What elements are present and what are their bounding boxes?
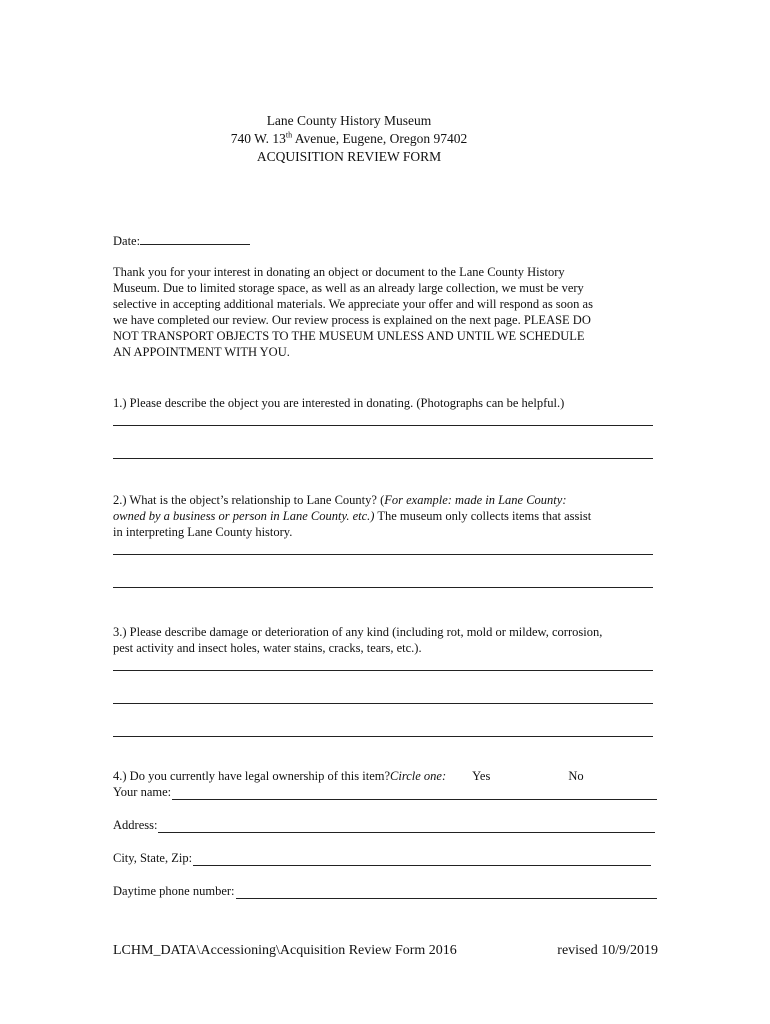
address-row-wrap — [113, 817, 658, 833]
question-2-line-3: in interpreting Lane County history. — [113, 525, 293, 539]
file-path: LCHM_DATA\Accessioning\Acquisition Review Form 2016 — [113, 943, 457, 958]
answer-line[interactable] — [113, 411, 653, 426]
form-title: ACQUISITION REVIEW FORM — [256, 149, 442, 164]
address-ordinal: th — [285, 130, 293, 140]
no-option[interactable]: No — [568, 769, 584, 783]
document-footer — [113, 942, 658, 960]
question-4-text: 4.) Do you currently have legal ownership of this item? — [113, 769, 391, 783]
phone-label: Daytime phone number: — [113, 884, 235, 898]
address-start: 740 W. 13 — [230, 131, 286, 146]
intro-line: Thank you for your interest in donating an object or document to the Lane County History — [113, 265, 565, 279]
name-field[interactable] — [172, 786, 657, 800]
address-field[interactable] — [158, 819, 655, 833]
name-label: Your name: — [113, 785, 172, 799]
question-2-tail: The museum only collects items that assist — [374, 509, 592, 523]
answer-line[interactable] — [113, 722, 653, 737]
date-label: Date: — [113, 234, 141, 248]
answer-line[interactable] — [113, 444, 653, 459]
intro-line: selective in accepting additional materials. We appreciate your offer and will respond as soon as — [113, 297, 593, 311]
question-4 — [113, 768, 658, 800]
address-end: Avenue, Eugene, Oregon 97402 — [292, 131, 468, 146]
question-3 — [113, 624, 658, 737]
revision-date: revised 10/9/2019 — [557, 943, 658, 958]
city-state-zip-row — [113, 850, 651, 866]
question-2-line-2 — [113, 508, 658, 524]
city-state-zip-label: City, State, Zip: — [113, 851, 193, 865]
question-2-lead: 2.) What is the object’s relationship to Lane County? ( — [113, 493, 385, 507]
question-2 — [113, 492, 658, 588]
question-3-line-2: pest activity and insect holes, water stains, cracks, tears, etc.). — [113, 641, 422, 655]
intro-line: NOT TRANSPORT OBJECTS TO THE MUSEUM UNLESS AND UNTIL WE SCHEDULE — [113, 329, 585, 343]
answer-line[interactable] — [113, 540, 653, 555]
org-name: Lane County History Museum — [266, 113, 432, 128]
answer-line[interactable] — [113, 573, 653, 588]
question-2-line-1 — [113, 492, 658, 508]
question-2-example-cont: owned by a business or person in Lane County. etc.) — [113, 509, 375, 523]
city-row-wrap — [113, 850, 658, 866]
question-1-text: 1.) Please describe the object you are interested in donating. (Photographs can be helpful.) — [113, 396, 565, 410]
address-label: Address: — [113, 818, 158, 832]
phone-field[interactable] — [236, 885, 658, 899]
intro-paragraph — [113, 264, 658, 360]
date-field[interactable] — [140, 232, 250, 245]
org-address — [113, 130, 585, 148]
phone-row — [113, 883, 657, 899]
name-row — [113, 784, 657, 800]
phone-row-wrap — [113, 883, 658, 899]
circle-one-hint: Circle one: — [390, 769, 447, 783]
answer-line[interactable] — [113, 689, 653, 704]
address-row — [113, 817, 655, 833]
question-2-example: For example: made in Lane County: — [384, 493, 567, 507]
intro-line: we have completed our review. Our review process is explained on the next page. PLEASE DO — [113, 313, 591, 327]
intro-line: AN APPOINTMENT WITH YOU. — [113, 345, 290, 359]
answer-line[interactable] — [113, 656, 653, 671]
question-3-line-1: 3.) Please describe damage or deterioration of any kind (including rot, mold or mildew, corrosion, — [113, 625, 603, 639]
yes-option[interactable]: Yes — [472, 769, 491, 783]
intro-line: Museum. Due to limited storage space, as well as an already large collection, we must be very — [113, 281, 584, 295]
question-1 — [113, 395, 658, 459]
date-row — [113, 232, 658, 249]
question-4-row — [113, 768, 658, 784]
city-state-zip-field[interactable] — [193, 852, 651, 866]
form-header — [113, 112, 585, 166]
